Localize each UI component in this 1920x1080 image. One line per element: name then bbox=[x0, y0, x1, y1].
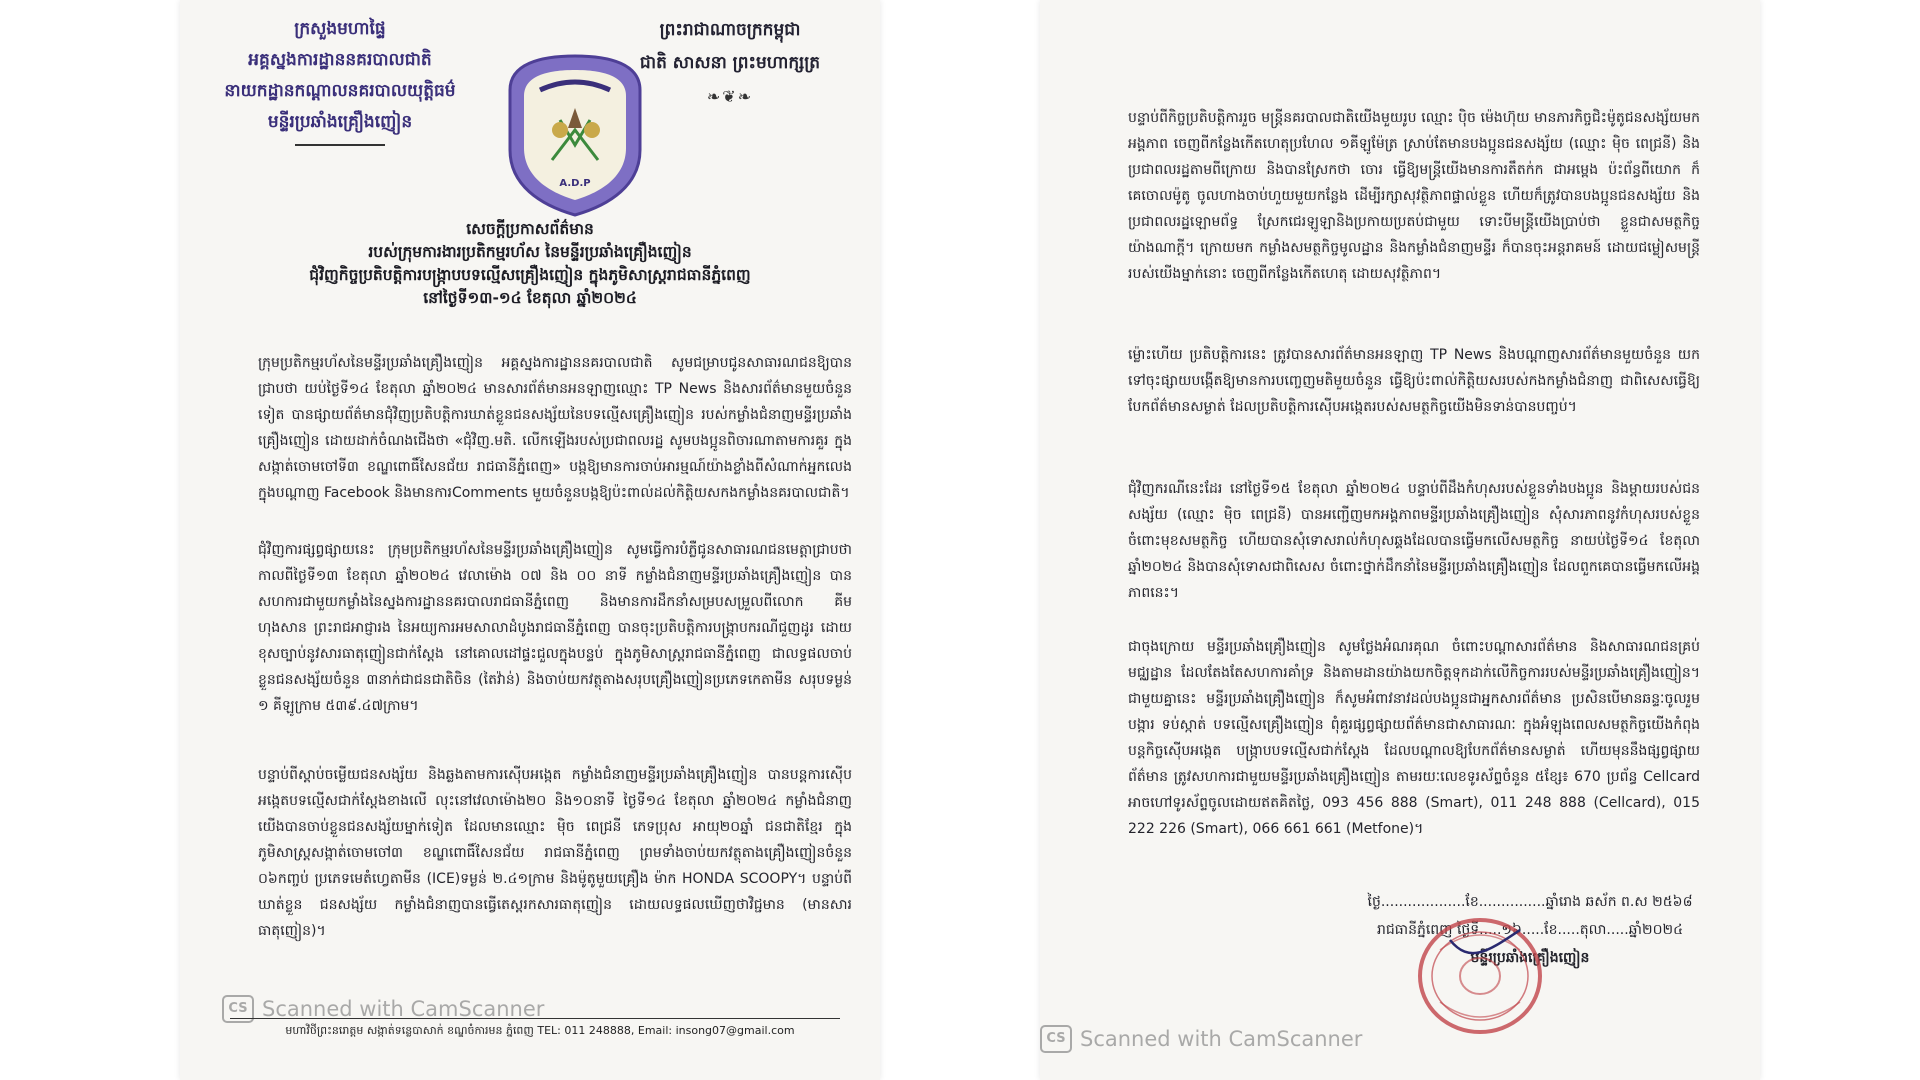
document-page-left bbox=[180, 0, 880, 1080]
paragraph-1: ក្រុមប្រតិកម្មរហ័សនៃមន្ទីរប្រឆាំងគ្រឿងញៀន អគ្គស្នងការដ្ឋាននគរបាលជាតិ សូមជម្រាបជូនសាធារណជនឱ្យបានជ្រាបថា យប់ថ្ងៃទី១៤ ខែតុលា ឆ្នាំ២០២៤ មានសារព័ត៌មានអនឡាញឈ្មោះ TP News និងសារព័ត៌មានមួយចំនួនទៀត បានផ្សាយព័ត៌មានជុំវិញប្រតិបត្តិការឃាត់ខ្លួនជនសង្ស័យនៃបទល្មើសគ្រឿងញៀន របស់កម្លាំងជំនាញមន្ទីរប្រឆាំងគ្រឿងញៀន ដោយដាក់ចំណងជើងថា «ជុំវិញ.មតិ. លើកឡើងរបស់ប្រជាពលរដ្ឋ សូមបងប្អូនពិចារណាតាមការគួរ ក្នុងសង្កាត់ចោមចៅទី៣ ខណ្ឌពោធិ៍សែនជ័យ រាជធានីភ្នំពេញ» បង្កឱ្យមានការចាប់អារម្មណ៍យ៉ាងខ្លាំងពីសំណាក់អ្នកលេងក្នុងបណ្តាញ Facebook និងមានការComments មួយចំនួនបង្កឱ្យប៉ះពាល់ដល់កិត្តិយសកងកម្លាំងនគរបាលជាតិ។ bbox=[258, 355, 852, 501]
kingdom-line-1: ព្រះរាជាណាចក្រកម្ពុជា bbox=[659, 20, 801, 40]
date-lunar: ថ្ងៃ...................ខែ...............ឆ្នាំរោង ឆស័ក ព.ស ២៥៦៨ bbox=[1367, 894, 1693, 910]
ministry-line-3: នាយកដ្ឋានកណ្តាលនគរបាលយុត្តិធម៌ bbox=[224, 81, 456, 101]
paragraph-7: ជាចុងក្រោយ មន្ទីរប្រឆាំងគ្រឿងញៀន សូមថ្លែងអំណរគុណ ចំពោះបណ្តាសារព័ត៌មាន និងសាធារណជនគ្រប់មជ្ឈដ្ឋាន ដែលតែងតែសហការគាំទ្រ និងតាមដានយ៉ាងយកចិត្តទុកដាក់លើកិច្ចការរបស់មន្ទីរប្រឆាំងគ្រឿងញៀន។ ជាមួយគ្នានេះ មន្ទីរប្រឆាំងគ្រឿងញៀន ក៏សូមអំពាវនាវដល់បងប្អូនជាអ្នកសារព័ត៌មាន ប្រសិនបើមានឆន្ទៈចូលរួមបង្ការ ទប់ស្កាត់ បទល្មើសគ្រឿងញៀន ពុំគួរផ្សព្វផ្សាយព័ត៌មានជាសាធារណៈ ក្នុងអំឡុងពេលសមត្ថកិច្ចយើងកំពុងបន្តកិច្ចស៊ើបអង្កេត បង្ក្រាបបទល្មើសជាក់ស្តែង ដែលបណ្តាលឱ្យបែកព័ត៌មានសម្ងាត់ ហើយមុននឹងផ្សព្វផ្សាយព័ត៌មាន ត្រូវសហការជាមួយមន្ទីរប្រឆាំងគ្រឿងញៀន តាមរយៈលេខទូរស័ព្ទចំនួន ៥ខ្សែ៖ 670 ប្រព័ន្ធ Cellcard អាចហៅទូរស័ព្ទចូលដោយឥតគិតថ្លៃ, 093 456 888 (Smart), 011 248 888 (Cellcard), 015 222 226 (Smart), 066 661 661 (Metfone)។ bbox=[1128, 639, 1700, 837]
date-solar: រាជធានីភ្នំពេញ ថ្ងៃទី.....១៦.....ខែ.....តុលា.....ឆ្នាំ២០២៤ bbox=[1376, 922, 1684, 938]
title-line-2: របស់ក្រុមការងារប្រតិកម្មរហ័ស នៃមន្ទីរប្រឆាំងគ្រឿងញៀន bbox=[368, 243, 692, 261]
seal-stamp-icon bbox=[1410, 910, 1550, 1040]
document-page-right bbox=[1040, 0, 1760, 1080]
paragraph-3: បន្ទាប់ពីស្តាប់ចម្លើយជនសង្ស័យ និងឆ្លងតាមការស៊ើបអង្កេត កម្លាំងជំនាញមន្ទីរប្រឆាំងគ្រឿងញៀន បានបន្តការស៊ើបអង្កេតបទល្មើសជាក់ស្តែងខាងលើ លុះនៅវេលាម៉ោង២០ និង១០នាទី ថ្ងៃទី១៤ ខែតុលា ឆ្នាំ២០២៤ កម្លាំងជំនាញយើងបានចាប់ខ្លួនជនសង្ស័យម្នាក់ទៀត ដែលមានឈ្មោះ ម៉ិច ពេជ្រនី ភេទប្រុស អាយុ២០ឆ្នាំ ជនជាតិខ្មែរ ក្នុងភូមិសាស្ត្រសង្កាត់ចោមចៅ៣ ខណ្ឌពោធិ៍សែនជ័យ រាជធានីភ្នំពេញ ព្រមទាំងចាប់យកវត្ថុតាងគ្រឿងញៀនចំនួន ០៦កញ្ចប់ ប្រភេទមេតំហ្វេតាមីន (ICE)ទម្ងន់ ២.៤១ក្រាម និងម៉ូតូមួយគ្រឿង ម៉ាក HONDA SCOOPY។ បន្ទាប់ពីឃាត់ខ្លួន ជនសង្ស័យ កម្លាំងជំនាញបានធ្វើតេស្តរកសារធាតុញៀន ដោយលទ្ធផលឃើញថាវិជ្ជមាន (មានសារធាតុញៀន)។ bbox=[258, 767, 852, 939]
camscanner-icon: CS bbox=[1040, 1025, 1072, 1053]
watermark-text: Scanned with CamScanner bbox=[262, 997, 545, 1021]
camscanner-icon: CS bbox=[222, 995, 254, 1023]
kingdom-header bbox=[610, 14, 850, 113]
paragraph-2: ជុំវិញការផ្សព្វផ្សាយនេះ ក្រុមប្រតិកម្មរហ័សនៃមន្ទីរប្រឆាំងគ្រឿងញៀន សូមធ្វើការបំភ្លឺជូនសាធារណជនមេត្តាជ្រាបថា កាលពីថ្ងៃទី១៣ ខែតុលា ឆ្នាំ២០២៤ វេលាម៉ោង ០៧ និង ០០ នាទី កម្លាំងជំនាញមន្ទីរប្រឆាំងគ្រឿងញៀន បានសហការជាមួយកម្លាំងនៃស្នងការដ្ឋាននគរបាលរាជធានីភ្នំពេញ និងមានការដឹកនាំសម្របសម្រួលពីលោក គីម ហុងសាន ព្រះរាជអាជ្ញារង នៃអយ្យការអមសាលាដំបូងរាជធានីភ្នំពេញ បានចុះប្រតិបត្តិការបង្ក្រាបករណីជួញដូរ ដោយខុសច្បាប់នូវសារធាតុញៀនជាក់ស្តែង នៅគោលដៅផ្ទះជួលក្នុងបន្ទប់ ក្នុងភូមិសាស្ត្ររាជធានីភ្នំពេញ ជាលទ្ធផលចាប់ខ្លួនជនសង្ស័យចំនួន ៣នាក់ជាជនជាតិចិន (តៃវ៉ាន់) និងចាប់យកវត្ថុតាងសរុបគ្រឿងញៀនប្រភេទកេតាមីន សរុបទម្ងន់ ១ គីឡូក្រាម ៥៣៩.៤៧ក្រាម។ bbox=[258, 542, 852, 714]
ministry-header bbox=[210, 14, 470, 146]
title-line-4: នៅថ្ងៃទី១៣-១៤ ខែតុលា ឆ្នាំ២០២៤ bbox=[423, 289, 637, 307]
paragraph-4: បន្ទាប់ពីកិច្ចប្រតិបត្តិការរួច មន្ត្រីនគរបាលជាតិយើងមួយរូប ឈ្មោះ ប៉ិច ម៉េងហ៊ុយ មានភារកិច្ចជិះម៉ូតូជនសង្ស័យមកអង្គភាព ចេញពីកន្លែងកើតហេតុប្រហែល ១គីឡូម៉ែត្រ ស្រាប់តែមានបងប្អូនជនសង្ស័យ (ឈ្មោះ ម៉ិច ពេជ្រនី) និងប្រជាពលរដ្ឋតាមពីក្រោយ និងបានស្រែកថា ចោរ ធ្វើឱ្យមន្ត្រីយើងមានការតឹតក់ក ជាអម្ពេង ប៉ះព័ន្ធពីយោក ក៏គេចោលម៉ូតូ ចូលហាងចាប់ហួយមួយកន្លែង ដើម្បីរក្សាសុវត្ថិភាពផ្ទាល់ខ្លួន ហើយក៏ត្រូវបានបងប្អូនជនសង្ស័យ និងប្រជាពលរដ្ឋឡោមព័ទ្ធ ស្រែកជេរឡូឡានិងប្រកាយប្រតប់ជាមួយ ទោះបីមន្ត្រីយើងប្រាប់ថា ខ្លួនជាសមត្ថកិច្ចយ៉ាងណាក្តី។ ក្រោយមក កម្លាំងសមត្ថកិច្ចមូលដ្ឋាន និងកម្លាំងជំនាញមន្ទីរ ក៏បានចុះអន្តរាគមន៍ ដោយជម្លៀសមន្ត្រីរបស់យើងម្នាក់នោះ ចេញពីកន្លែងកើតហេតុ ដោយសុវត្ថិភាព។ bbox=[1128, 110, 1700, 282]
signing-office: មន្ទីរប្រឆាំងគ្រឿងញៀន bbox=[1470, 950, 1590, 966]
footer-address: មហាវិថីព្រះនរោត្តម សង្កាត់ទន្លេបាសាក់ ខណ្ឌចំការមន ភ្នំពេញ TEL: 011 248888, Email: insong07@gmail.com bbox=[285, 1024, 795, 1037]
title-line-1: សេចក្តីប្រកាសព័ត៌មាន bbox=[466, 220, 594, 238]
camscanner-watermark bbox=[1040, 1025, 1362, 1053]
ornament-divider: ❧❦❧ bbox=[706, 87, 754, 106]
ministry-line-4: មន្ទីរប្រឆាំងគ្រឿងញៀន bbox=[267, 112, 413, 132]
official-seal bbox=[1410, 910, 1550, 1040]
paragraph-5: ម្ល៉ោះហើយ ប្រតិបត្តិការនេះ ត្រូវបានសារព័ត៌មានអនឡាញ TP News និងបណ្តាញសារព័ត៌មានមួយចំនួន យកទៅចុះផ្សាយបង្កើតឱ្យមានការបញ្ចេញមតិមួយចំនួន ធ្វើឱ្យប៉ះពាល់កិត្តិយសរបស់កងកម្លាំងជំនាញ ជាពិសេសធ្វើឱ្យបែកព័ត៌មានសម្ងាត់ ដែលប្រតិបត្តិការស៊ើបអង្កេតរបស់សមត្ថកិច្ចយើងមិនទាន់បានបញ្ចប់។ bbox=[1128, 347, 1700, 415]
watermark-text: Scanned with CamScanner bbox=[1080, 1027, 1363, 1051]
footer-divider bbox=[230, 1018, 840, 1019]
header-divider bbox=[295, 144, 385, 146]
ministry-line-1: ក្រសួងមហាផ្ទៃ bbox=[294, 19, 386, 39]
logo-label: A.D.P bbox=[559, 178, 591, 189]
kingdom-line-2: ជាតិ សាសនា ព្រះមហាក្សត្រ bbox=[639, 53, 821, 73]
announcement-title bbox=[220, 218, 840, 310]
ministry-line-2: អគ្គស្នងការដ្ឋាននគរបាលជាតិ bbox=[248, 50, 432, 70]
title-line-3: ជុំវិញកិច្ចប្រតិបត្តិការបង្ក្រាបបទល្មើសគ្រឿងញៀន ក្នុងភូមិសាស្ត្ររាជធានីភ្នំពេញ bbox=[309, 266, 751, 284]
paragraph-6: ជុំវិញករណីនេះដែរ នៅថ្ងៃទី១៥ ខែតុលា ឆ្នាំ២០២៤ បន្ទាប់ពីដឹងកំហុសរបស់ខ្លួនទាំងបងប្អូន និងម្តាយរបស់ជនសង្ស័យ (ឈ្មោះ ម៉ិច ពេជ្រនី) បានអញ្ជើញមកអង្គភាពមន្ទីរប្រឆាំងគ្រឿងញៀន សុំសារភាពនូវកំហុសរបស់ខ្លួន ចំពោះមុខសមត្ថកិច្ច ហើយបានសុំទោសរាល់កំហុសឆ្គងដែលបានធ្វើមកលើសមត្ថកិច្ច នាយប់ថ្ងៃទី១៤ ខែតុលា ឆ្នាំ២០២៤ និងបានសុំទោសជាពិសេស ចំពោះថ្នាក់ដឹកនាំនៃមន្ទីរប្រឆាំងគ្រឿងញៀន ដែលពួកគេបានធ្វើមកលើអង្គភាពនេះ។ bbox=[1128, 481, 1700, 601]
